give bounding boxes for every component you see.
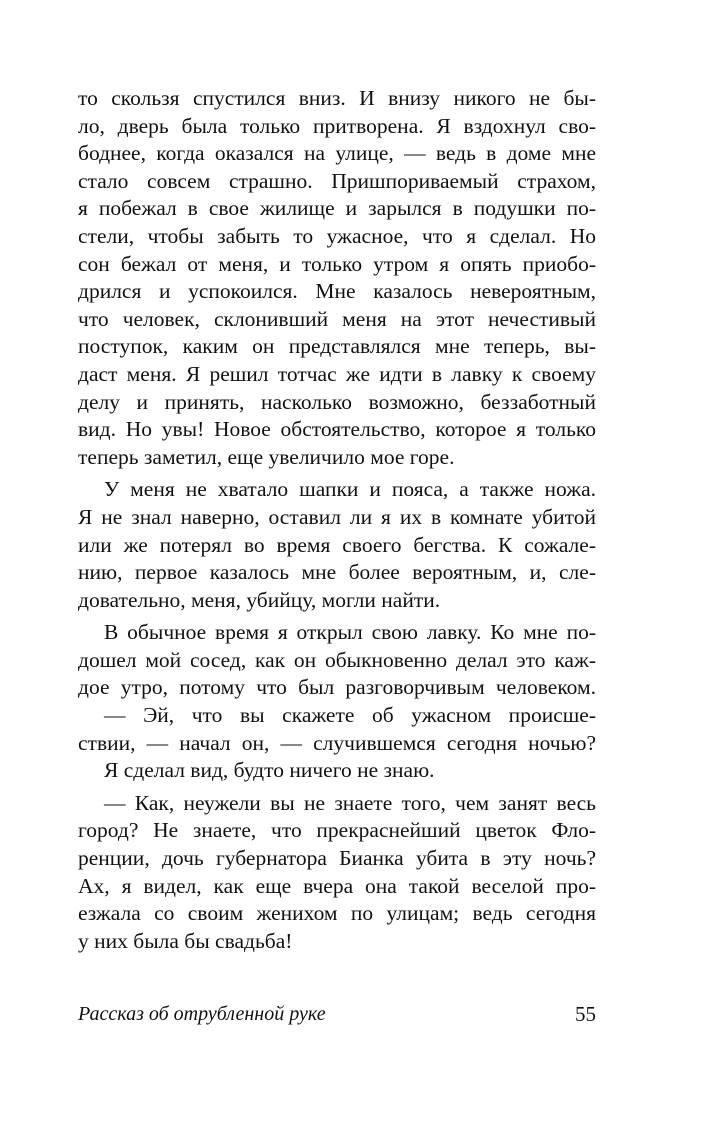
text-line: город? Не знаете, что прекраснейший цветок Фло- bbox=[78, 818, 596, 843]
paragraph bbox=[78, 702, 596, 757]
text-line: — Как, неужели вы не знаете того, чем занят весь bbox=[104, 790, 596, 815]
text-line: У меня не хватало шапки и пояса, а также ножа. bbox=[104, 477, 596, 502]
text-line: дрился и успокоился. Мне казалось невероятным, bbox=[78, 279, 596, 304]
text-line: дошел мой сосед, как он обыкновенно делал это каж- bbox=[78, 647, 596, 672]
text-line: что человек, склонивший меня на этот нечестивый bbox=[78, 306, 596, 331]
page-footer bbox=[78, 1000, 596, 1030]
text-line: теперь заметил, еще увеличило мое горе. bbox=[78, 444, 455, 469]
text-line: нию, первое казалось мне более вероятным, и, сле- bbox=[78, 560, 596, 585]
text-line: сон бежал от меня, и только утром я опять приобо- bbox=[78, 251, 596, 276]
text-line: Я сделал вид, будто ничего не знаю. bbox=[104, 758, 435, 783]
text-line: Я не знал наверно, оставил ли я их в комнате убитой bbox=[78, 504, 596, 529]
paragraph bbox=[78, 757, 596, 785]
page-body bbox=[78, 85, 596, 955]
text-line: у них была бы свадьба! bbox=[78, 928, 293, 953]
text-line: ствии, — начал он, — случившемся сегодня ночью? bbox=[78, 730, 596, 755]
paragraph bbox=[78, 790, 596, 956]
text-line: езжала со своим женихом по улицам; ведь сегодня bbox=[78, 901, 596, 926]
text-line: боднее, когда оказался на улице, — ведь в доме мне bbox=[78, 141, 596, 166]
text-line: то скользя спустился вниз. И внизу никого не бы- bbox=[78, 86, 596, 110]
running-title: Рассказ об отрубленной руке bbox=[78, 1003, 326, 1025]
text-line: довательно, меня, убийцу, могли найти. bbox=[78, 587, 441, 612]
text-line: стало совсем страшно. Пришпориваемый страхом, bbox=[78, 168, 596, 193]
text-line: я побежал в свое жилище и зарылся в подушки по- bbox=[78, 196, 596, 221]
text-line: ренции, дочь губернатора Бианка убита в эту ночь? bbox=[78, 846, 596, 871]
text-line: вид. Но увы! Новое обстоятельство, которое я только bbox=[78, 417, 596, 442]
text-line: дое утро, потому что был разговорчивым человеком. bbox=[78, 675, 596, 700]
paragraph bbox=[78, 85, 596, 471]
text-line: В обычное время я открыл свою лавку. Ко мне по- bbox=[104, 620, 596, 645]
text-line: делу и принять, насколько возможно, беззаботный bbox=[78, 389, 596, 414]
text-line: Ах, я видел, как еще вчера она такой веселой про- bbox=[78, 873, 596, 898]
text-line: стели, чтобы забыть то ужасное, что я сделал. Но bbox=[78, 223, 596, 248]
page-number: 55 bbox=[575, 1002, 596, 1026]
text-line: ло, дверь была только притворена. Я вздохнул сво- bbox=[78, 113, 596, 138]
paragraph bbox=[78, 476, 596, 614]
text-line: или же потерял во время своего бегства. К сожале- bbox=[78, 532, 596, 557]
text-line: даст меня. Я решил тотчас же идти в лавку к своему bbox=[78, 361, 596, 386]
paragraph bbox=[78, 619, 596, 702]
text-line: поступок, каким он представлялся мне теперь, вы- bbox=[78, 334, 596, 359]
text-line: — Эй, что вы скажете об ужасном происше- bbox=[104, 703, 596, 728]
